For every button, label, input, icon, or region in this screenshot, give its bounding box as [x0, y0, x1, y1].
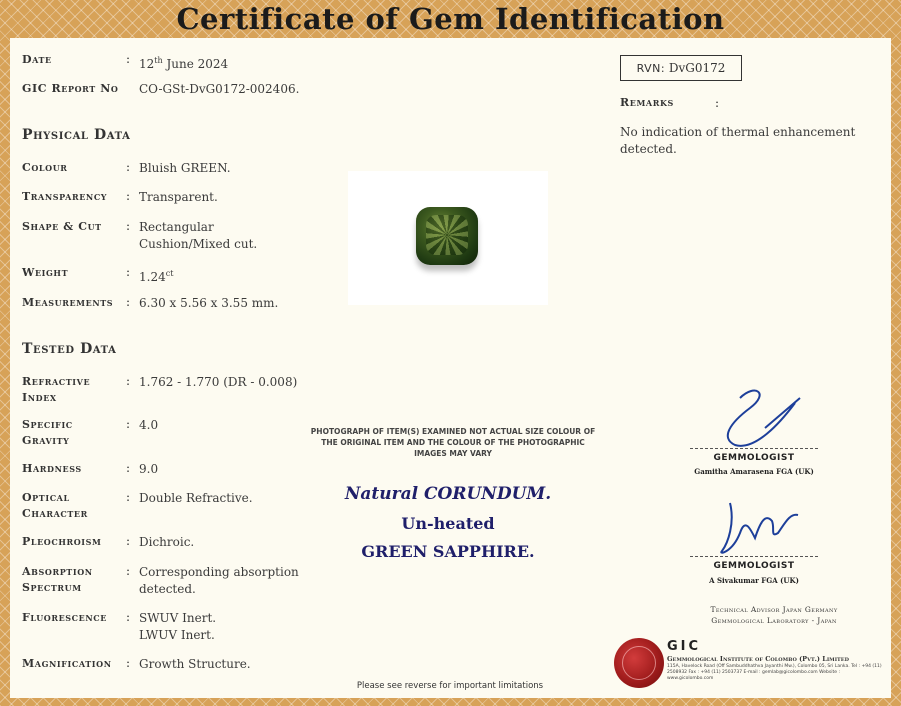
gemmologist-1-name: Gamitha Amarasena FGA (UK): [694, 467, 814, 476]
gemstone-image: [416, 207, 478, 265]
footer-note: Please see reverse for important limitations: [356, 681, 544, 691]
gic-full-name: Gemmological Institute of Colombo (Pvt.) Limited: [667, 655, 849, 663]
date-label: Date: [22, 53, 52, 66]
report-label: GIC Report No: [22, 82, 119, 95]
date-value: 12th June 2024: [139, 56, 229, 71]
pleochroism-value: Dichroic.: [139, 535, 195, 549]
gemmologist-2-title: GEMMOLOGIST: [713, 561, 795, 571]
physical-heading: Physical Data: [22, 127, 131, 143]
ri-label: Refractive Index: [22, 375, 91, 404]
transparency-value: Transparent.: [139, 190, 218, 204]
gemmologist-2-name: A Sivakumar FGA (UK): [709, 576, 799, 585]
weight-value: $1.24^{ct}$: [139, 269, 174, 284]
shape-value: Rectangular Cushion/Mixed cut.: [139, 220, 258, 251]
certificate-title: Certificate of Gem Identification: [176, 2, 725, 36]
ri-value: 1.762 - 1.770 (DR - 0.008): [139, 375, 298, 389]
fluorescence-value: SWUV Inert. LWUV Inert.: [139, 611, 217, 642]
weight-label: Weight: [22, 266, 69, 279]
absorption-label: Absorption Spectrum: [22, 565, 93, 594]
technical-advisor: Technical Advisor Japan Germany Gemmological Laboratory - Japan: [710, 605, 838, 625]
colour-value: Bluish GREEN.: [139, 161, 231, 175]
certificate-body: Date : 12th June 2024 GIC Report No CO-GSt-DvG0172-002406. Physical Data Colour : Bluish GREEN. Transparency : Transparent. Shape & Cut : Rectangular Cushion/Mixed cut. Weight : $1.24^{ct}$ Measurements : 6.30 x 5.56 x 3.55 mm. Tested Data Refractive Index : 1.762 - 1.770 (DR - 0.008) Specific Gravity : 4.0 Hardness : 9.0 Optical Character : Double Refractive. Pleochroism : Dichroic. Absorption Spectrum : Corresponding absorption detected. Fluorescence : SWUV Inert. LWUV Inert. Magnification : Growth Structure. PHOTOGRAPH OF ITEM(S) EXAMINED NOT ACTUAL SIZE COLOUR OF THE ORIGINAL ITEM AND THE COLOUR OF THE PHOTOGRAPHIC IMAGES MAY VARY Natural CORUNDUM. Un-heated GREEN SAPPHIRE. Please see reverse for important limitations RVN: DvG0172 Remarks : No indication of thermal enhancement detected. GEMMOLOGIST Gamitha Amarasena FGA (UK) GEMMOLOGIST A Sivakumar FGA (UK) Technical Advisor Japan Germany Gemmological Laboratory - Japan GIC Gemmological Institute of Colombo (Pvt.) Limited 115A, Havelock Road (Off Sambuddhathva Jayanthi Mw.), Colombo 05, Sri Lanka. Tel : +94 (11) 2508932 Fax : +94 (11) 2503737 E-mail : gemlab@gicolombo.com Website : www.gicolombo.com: [10, 38, 891, 698]
pleochroism-label: Pleochroism: [22, 535, 102, 548]
remarks-label: Remarks: [620, 96, 674, 109]
result-treatment: Un-heated: [401, 514, 495, 533]
shape-label: Shape & Cut: [22, 220, 102, 233]
wax-seal: [614, 638, 664, 688]
measurements-label: Measurements: [22, 296, 114, 309]
result-species: Natural CORUNDUM.: [344, 484, 552, 504]
hardness-value: 9.0: [139, 462, 159, 476]
signature-1: [710, 383, 810, 453]
hardness-label: Hardness: [22, 462, 82, 475]
gemmologist-1-title: GEMMOLOGIST: [713, 453, 795, 463]
report-value: CO-GSt-DvG0172-002406.: [139, 82, 300, 96]
magnification-value: Growth Structure.: [139, 657, 251, 671]
sg-label: Specific Gravity: [22, 418, 73, 447]
tested-heading: Tested Data: [22, 341, 117, 357]
gic-address: 115A, Havelock Road (Off Sambuddhathva Jayanthi Mw.), Colombo 05, Sri Lanka. Tel : +94 (11) 2508932 Fax : +94 (11) 2503737 E-mail : gemlab@gicolombo.com Website : www.gicolombo.com: [667, 664, 882, 681]
fluorescence-label: Fluorescence: [22, 611, 107, 624]
colour-label: Colour: [22, 161, 68, 174]
rvn-box: RVN: DvG0172: [620, 55, 742, 81]
transparency-label: Transparency: [22, 190, 108, 203]
optical-label: Optical Character: [22, 491, 88, 520]
measurements-value: 6.30 x 5.56 x 3.55 mm.: [139, 296, 279, 310]
remarks-text: No indication of thermal enhancement detected.: [620, 125, 856, 156]
absorption-value: Corresponding absorption detected.: [139, 565, 299, 596]
result-variety: GREEN SAPPHIRE.: [361, 542, 535, 561]
gem-photo: [348, 171, 548, 305]
optical-value: Double Refractive.: [139, 491, 253, 505]
signature-2: [710, 493, 810, 558]
magnification-label: Magnification: [22, 657, 112, 670]
sg-value: 4.0: [139, 418, 159, 432]
gic-logo-text: GIC: [667, 639, 702, 654]
photo-caption: PHOTOGRAPH OF ITEM(S) EXAMINED NOT ACTUAL SIZE COLOUR OF THE ORIGINAL ITEM AND THE COLOUR OF THE PHOTOGRAPHIC IMAGES MAY VARY: [310, 427, 596, 458]
